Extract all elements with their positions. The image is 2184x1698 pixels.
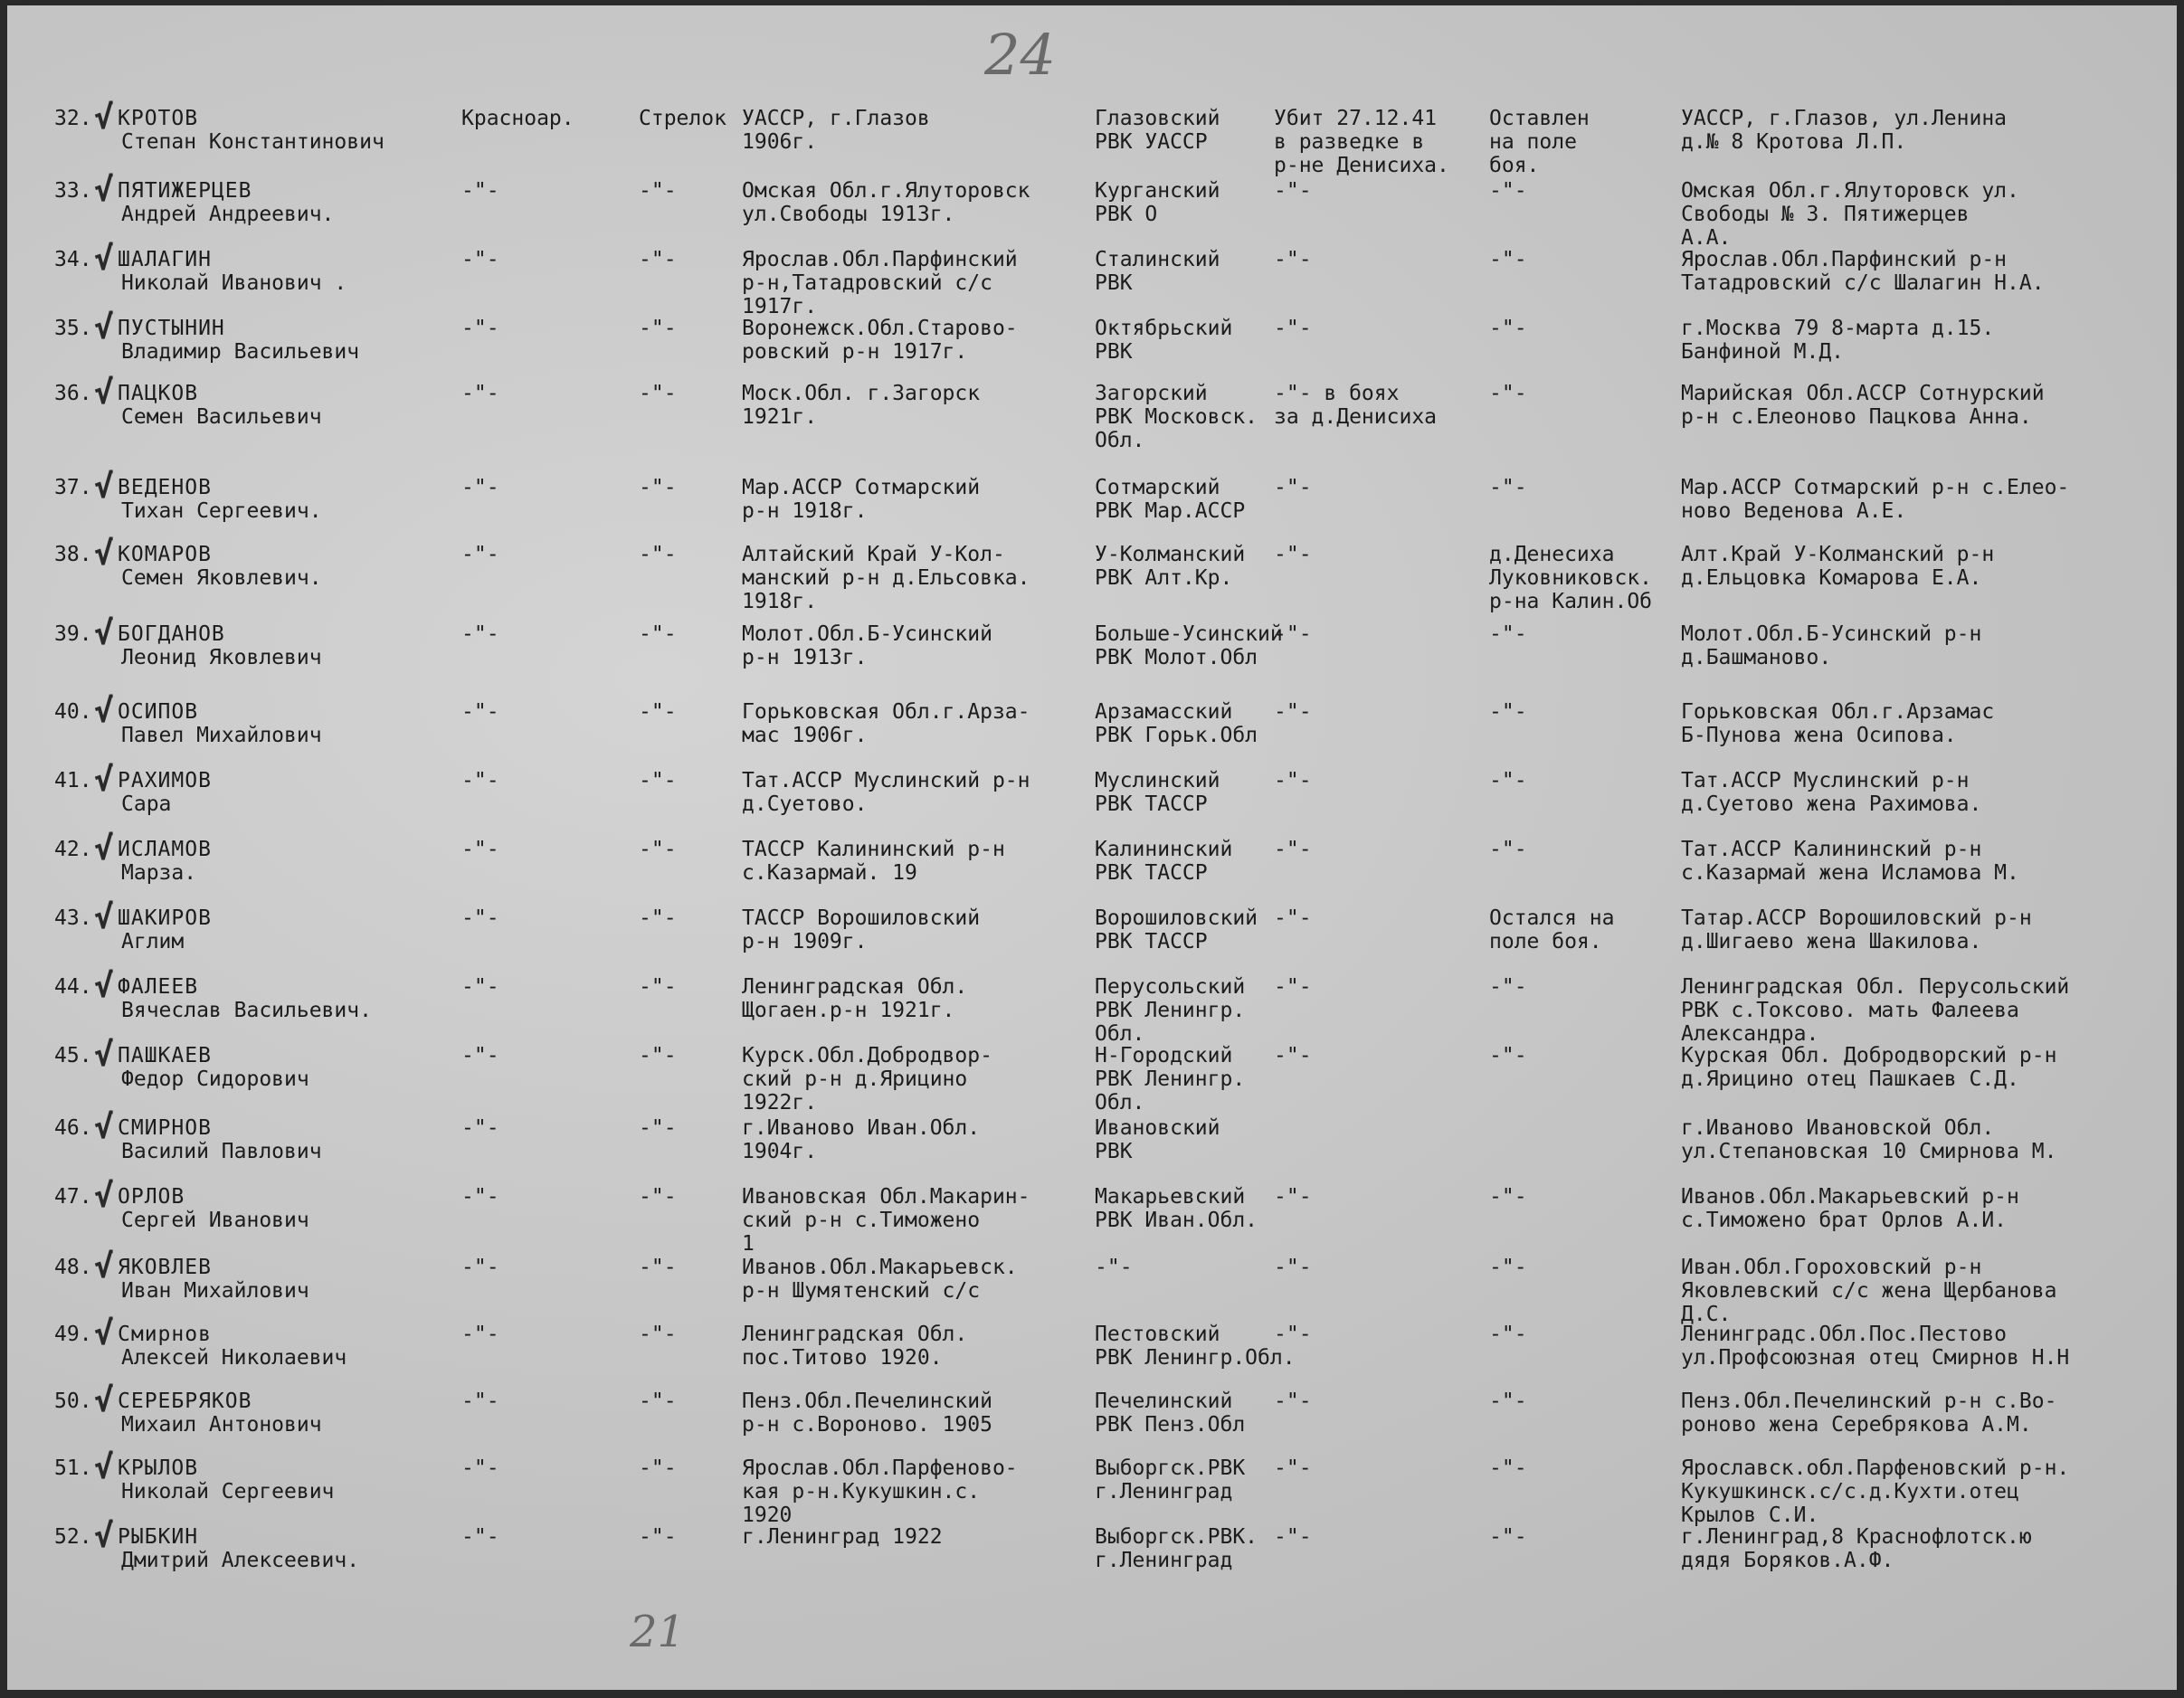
surname: ШАКИРОВ — [118, 906, 212, 930]
burial-remark: -"- — [1489, 1390, 1527, 1413]
birth-place: Омская Обл.г.Ялуторовск ул.Свободы 1913г. — [742, 179, 1030, 226]
rank: -"- — [461, 1116, 499, 1140]
check-mark-icon: √ — [94, 693, 114, 730]
surname: КРОТОВ — [118, 107, 199, 130]
given-name: Дмитрий Алексеевич. — [121, 1549, 360, 1572]
check-mark-icon: √ — [94, 830, 114, 868]
position: -"- — [639, 769, 677, 792]
record-number: 47. — [54, 1185, 92, 1209]
next-of-kin: г.Ленинград,8 Краснофлотск.ю дядя Боряков.А.Ф. — [1681, 1525, 2032, 1572]
rvk: Сталинский РВК — [1095, 248, 1220, 295]
burial-remark: -"- — [1489, 622, 1527, 646]
given-name: Андрей Андреевич. — [121, 203, 335, 226]
next-of-kin: Горьковская Обл.г.Арзамас Б-Пунова жена Осипова. — [1681, 700, 1995, 747]
record-number: 35. — [54, 317, 92, 340]
position: -"- — [639, 248, 677, 271]
position: -"- — [639, 1525, 677, 1549]
next-of-kin: Алт.Край У-Колманский р-н д.Ельцовка Комарова Е.А. — [1681, 543, 1995, 590]
record-number: 37. — [54, 476, 92, 499]
record-number: 34. — [54, 248, 92, 271]
position: -"- — [639, 975, 677, 999]
fate: -"- — [1274, 179, 1312, 203]
check-mark-icon: √ — [94, 536, 114, 573]
surname: Смирнов — [118, 1323, 212, 1346]
fate: -"- — [1274, 1185, 1312, 1209]
record-number: 41. — [54, 769, 92, 792]
check-mark-icon: √ — [94, 1037, 114, 1074]
rvk: Больше-Усинский РВК Молот.Обл — [1095, 622, 1283, 669]
given-name: Вячеслав Васильевич. — [121, 999, 372, 1022]
check-mark-icon: √ — [94, 241, 114, 278]
fate: -"- — [1274, 975, 1312, 999]
fate: -"- — [1274, 1256, 1312, 1279]
birth-place: г.Иваново Иван.Обл. 1904г. — [742, 1116, 981, 1163]
record-number: 49. — [54, 1323, 92, 1346]
birth-place: Мар.АССР Сотмарский р-н 1918г. — [742, 476, 981, 523]
fate: -"- — [1274, 838, 1312, 861]
fate: -"- — [1274, 906, 1312, 930]
birth-place: Ленинградская Обл. Щогаен.р-н 1921г. — [742, 975, 968, 1022]
position: -"- — [639, 317, 677, 340]
position: -"- — [639, 700, 677, 724]
next-of-kin: Ленинградская Обл. Перусольский РВК с.Токсово. мать Фалеева Александра. — [1681, 975, 2070, 1046]
burial-remark: -"- — [1489, 769, 1527, 792]
birth-place: Ярослав.Обл.Парфеново- кая р-н.Кукушкин.с. 1920 — [742, 1456, 1018, 1527]
check-mark-icon: √ — [94, 1449, 114, 1486]
given-name: Владимир Васильевич — [121, 340, 360, 364]
position: -"- — [639, 1323, 677, 1346]
check-mark-icon: √ — [94, 375, 114, 412]
record-number: 33. — [54, 179, 92, 203]
surname: СЕРЕБРЯКОВ — [118, 1390, 252, 1413]
given-name: Николай Иванович . — [121, 271, 347, 295]
surname: ПЯТИЖЕРЦЕВ — [118, 179, 252, 203]
position: Стрелок — [639, 107, 726, 130]
next-of-kin: Пенз.Обл.Печелинский р-н с.Во- роново жена Серебрякова А.М. — [1681, 1390, 2057, 1437]
fate: -"- — [1274, 1456, 1312, 1480]
position: -"- — [639, 838, 677, 861]
rank: -"- — [461, 248, 499, 271]
position: -"- — [639, 1116, 677, 1140]
rank: -"- — [461, 476, 499, 499]
check-mark-icon: √ — [94, 615, 114, 652]
surname: ПАЦКОВ — [118, 382, 199, 405]
birth-place: Моск.Обл. г.Загорск 1921г. — [742, 382, 981, 429]
record-number: 39. — [54, 622, 92, 646]
position: -"- — [639, 476, 677, 499]
record-number: 36. — [54, 382, 92, 405]
rank: Красноар. — [461, 107, 574, 130]
check-mark-icon: √ — [94, 1315, 114, 1352]
rank: -"- — [461, 1323, 499, 1346]
next-of-kin: УАССР, г.Глазов, ул.Ленина д.№ 8 Кротова Л.П. — [1681, 107, 2008, 154]
fate: -"- — [1274, 1525, 1312, 1549]
position: -"- — [639, 622, 677, 646]
footer-mark: 21 — [630, 1607, 686, 1657]
check-mark-icon: √ — [94, 1518, 114, 1555]
birth-place: Тат.АССР Муслинский р-н д.Суетово. — [742, 769, 1030, 816]
rvk: Н-Городский РВК Ленингр. Обл. — [1095, 1044, 1246, 1115]
surname: ПАШКАЕВ — [118, 1044, 212, 1067]
check-mark-icon: √ — [94, 100, 114, 137]
surname: ОРЛОВ — [118, 1185, 185, 1209]
record-number: 45. — [54, 1044, 92, 1067]
burial-remark: -"- — [1489, 838, 1527, 861]
rvk: Курганский РВК О — [1095, 179, 1220, 226]
fate: -"- — [1274, 543, 1312, 566]
burial-remark: -"- — [1489, 1525, 1527, 1549]
rank: -"- — [461, 769, 499, 792]
rank: -"- — [461, 700, 499, 724]
burial-remark: -"- — [1489, 317, 1527, 340]
given-name: Михаил Антонович — [121, 1413, 322, 1437]
check-mark-icon: √ — [94, 309, 114, 346]
next-of-kin: Мар.АССР Сотмарский р-н с.Елео- ново Веденова А.Е. — [1681, 476, 2070, 523]
fate: Убит 27.12.41 в разведке в р-не Денисиха. — [1274, 107, 1449, 177]
burial-remark: -"- — [1489, 476, 1527, 499]
position: -"- — [639, 543, 677, 566]
birth-place: Курск.Обл.Добродвор- ский р-н д.Ярицино 1922г. — [742, 1044, 992, 1115]
rvk: Глазовский РВК УАССР — [1095, 107, 1220, 154]
given-name: Николай Сергеевич — [121, 1480, 335, 1504]
given-name: Федор Сидорович — [121, 1067, 309, 1091]
surname: ШАЛАГИН — [118, 248, 212, 271]
birth-place: Молот.Обл.Б-Усинский р-н 1913г. — [742, 622, 992, 669]
fate: -"- — [1274, 1390, 1312, 1413]
rvk: Ивановский РВК — [1095, 1116, 1220, 1163]
given-name: Иван Михайлович — [121, 1279, 309, 1303]
fate: -"- — [1274, 700, 1312, 724]
rvk: Муслинский РВК ТАССР — [1095, 769, 1220, 816]
rank: -"- — [461, 1456, 499, 1480]
next-of-kin: Ленинградс.Обл.Пос.Пестово ул.Профсоюзная отец Смирнов Н.Н — [1681, 1323, 2070, 1370]
rvk: Перусольский РВК Ленингр. Обл. — [1095, 975, 1246, 1046]
next-of-kin: Молот.Обл.Б-Усинский р-н д.Башманово. — [1681, 622, 1982, 669]
rank: -"- — [461, 975, 499, 999]
surname: РАХИМОВ — [118, 769, 212, 792]
rvk: Калининский РВК ТАССР — [1095, 838, 1233, 885]
burial-remark: -"- — [1489, 1456, 1527, 1480]
given-name: Леонид Яковлевич — [121, 646, 322, 669]
check-mark-icon: √ — [94, 968, 114, 1005]
burial-remark: д.Денесиха Луковниковск. р-на Калин.Об — [1489, 543, 1653, 613]
position: -"- — [639, 382, 677, 405]
fate: -"- — [1274, 769, 1312, 792]
birth-place: Пенз.Обл.Печелинский р-н с.Вороново. 1905 — [742, 1390, 992, 1437]
surname: ПУСТЫНИН — [118, 317, 225, 340]
given-name: Алексей Николаевич — [121, 1346, 347, 1370]
rvk: У-Колманский РВК Алт.Кр. — [1095, 543, 1246, 590]
position: -"- — [639, 906, 677, 930]
record-number: 44. — [54, 975, 92, 999]
birth-place: Ярослав.Обл.Парфинский р-н,Татадровский с/с 1917г. — [742, 248, 1018, 318]
next-of-kin: Марийская Обл.АССР Сотнурский р-н с.Елеоново Пацкова Анна. — [1681, 382, 2045, 429]
next-of-kin: г.Иваново Ивановской Обл. ул.Степановская 10 Смирнова М. — [1681, 1116, 2057, 1163]
fate: -"- — [1274, 1323, 1312, 1346]
check-mark-icon: √ — [94, 1178, 114, 1215]
birth-place: ТАССР Ворошиловский р-н 1909г. — [742, 906, 981, 953]
check-mark-icon: √ — [94, 899, 114, 936]
rvk: Макарьевский РВК Иван.Обл. — [1095, 1185, 1258, 1232]
fate: -"- в боях за д.Денисиха — [1274, 382, 1438, 429]
record-number: 42. — [54, 838, 92, 861]
surname: ВЕДЕНОВ — [118, 476, 212, 499]
given-name: Семен Васильевич — [121, 405, 322, 429]
surname: ФАЛЕЕВ — [118, 975, 199, 999]
rank: -"- — [461, 1256, 499, 1279]
rvk: Печелинский РВК Пенз.Обл — [1095, 1390, 1246, 1437]
surname: ИСЛАМОВ — [118, 838, 212, 861]
check-mark-icon: √ — [94, 1109, 114, 1146]
next-of-kin: Курская Обл. Добродворский р-н д.Ярицино отец Пашкаев С.Д. — [1681, 1044, 2057, 1091]
rank: -"- — [461, 838, 499, 861]
rvk: -"- — [1095, 1256, 1133, 1279]
document-sheet — [7, 5, 2177, 1690]
fate: -"- — [1274, 622, 1312, 646]
page-number: 24 — [984, 22, 1056, 88]
rank: -"- — [461, 1044, 499, 1067]
rvk: Октябрьский РВК — [1095, 317, 1233, 364]
rank: -"- — [461, 543, 499, 566]
next-of-kin: г.Москва 79 8-марта д.15. Банфиной М.Д. — [1681, 317, 1995, 364]
rvk: Арзамасский РВК Горьк.Обл — [1095, 700, 1258, 747]
surname: БОГДАНОВ — [118, 622, 225, 646]
burial-remark: -"- — [1489, 248, 1527, 271]
check-mark-icon: √ — [94, 762, 114, 799]
burial-remark: Остался на поле боя. — [1489, 906, 1615, 953]
birth-place: г.Ленинград 1922 — [742, 1525, 943, 1549]
position: -"- — [639, 1185, 677, 1209]
surname: КОМАРОВ — [118, 543, 212, 566]
record-number: 48. — [54, 1256, 92, 1279]
burial-remark: -"- — [1489, 1044, 1527, 1067]
check-mark-icon: √ — [94, 1382, 114, 1419]
birth-place: Алтайский Край У-Кол- манский р-н д.Ельсовка. 1918г. — [742, 543, 1030, 613]
next-of-kin: Татар.АССР Ворошиловский р-н д.Шигаево жена Шакилова. — [1681, 906, 2032, 953]
position: -"- — [639, 1044, 677, 1067]
record-number: 50. — [54, 1390, 92, 1413]
rank: -"- — [461, 1185, 499, 1209]
burial-remark: -"- — [1489, 179, 1527, 203]
rvk: Ворошиловский РВК ТАССР — [1095, 906, 1258, 953]
rank: -"- — [461, 382, 499, 405]
rvk: Выборгск.РВК. г.Ленинград — [1095, 1525, 1258, 1572]
given-name: Павел Михайлович — [121, 724, 322, 747]
birth-place: Воронежск.Обл.Старово- ровский р-н 1917г. — [742, 317, 1018, 364]
next-of-kin: Омская Обл.г.Ялуторовск ул. Свободы № 3. Пятижерцев А.А. — [1681, 179, 2019, 250]
record-number: 38. — [54, 543, 92, 566]
next-of-kin: Ярославск.обл.Парфеновский р-н. Кукушкинск.с/с.д.Кухти.отец Крылов С.И. — [1681, 1456, 2070, 1527]
given-name: Степан Константинович — [121, 130, 385, 154]
burial-remark: -"- — [1489, 1256, 1527, 1279]
position: -"- — [639, 179, 677, 203]
rvk: Сотмарский РВК Мар.АССР — [1095, 476, 1246, 523]
surname: ОСИПОВ — [118, 700, 199, 724]
birth-place: Ивановская Обл.Макарин- ский р-н с.Тиможенo 1 — [742, 1185, 1030, 1256]
rvk: Выборгск.РВК г.Ленинград — [1095, 1456, 1246, 1504]
given-name: Сергей Иванович — [121, 1209, 309, 1232]
given-name: Сара — [121, 792, 172, 816]
record-number: 51. — [54, 1456, 92, 1480]
burial-remark: -"- — [1489, 1323, 1527, 1346]
fate: -"- — [1274, 1044, 1312, 1067]
position: -"- — [639, 1390, 677, 1413]
surname: СМИРНОВ — [118, 1116, 212, 1140]
position: -"- — [639, 1456, 677, 1480]
record-number: 40. — [54, 700, 92, 724]
rank: -"- — [461, 622, 499, 646]
burial-remark: -"- — [1489, 975, 1527, 999]
check-mark-icon: √ — [94, 469, 114, 506]
rvk: Загорский РВК Московск. Обл. — [1095, 382, 1258, 452]
fate: -"- — [1274, 317, 1312, 340]
position: -"- — [639, 1256, 677, 1279]
record-number: 46. — [54, 1116, 92, 1140]
check-mark-icon: √ — [94, 172, 114, 209]
record-number: 32. — [54, 107, 92, 130]
record-number: 52. — [54, 1525, 92, 1549]
next-of-kin: Тат.АССР Калининский р-н с.Казармай жена Исламова М. — [1681, 838, 2019, 885]
rank: -"- — [461, 1525, 499, 1549]
rank: -"- — [461, 1390, 499, 1413]
rank: -"- — [461, 317, 499, 340]
given-name: Марза. — [121, 861, 197, 885]
birth-place: Иванов.Обл.Макарьевск. р-н Шумятенский с/с — [742, 1256, 1018, 1303]
next-of-kin: Тат.АССР Муслинский р-н д.Суетово жена Рахимова. — [1681, 769, 1982, 816]
burial-remark: -"- — [1489, 382, 1527, 405]
surname: ЯКОВЛЕВ — [118, 1256, 212, 1279]
next-of-kin: Иванов.Обл.Макарьевский р-н с.Тиможенo брат Орлов А.И. — [1681, 1185, 2019, 1232]
next-of-kin: Ярослав.Обл.Парфинский р-н Татадровский с/с Шалагин Н.А. — [1681, 248, 2045, 295]
birth-place: ТАССР Калининский р-н с.Казармай. 19 — [742, 838, 1005, 885]
burial-remark: -"- — [1489, 1185, 1527, 1209]
next-of-kin: Иван.Обл.Гороховский р-н Яковлевский с/с жена Щербанова Д.С. — [1681, 1256, 2057, 1326]
fate: -"- — [1274, 248, 1312, 271]
surname: РЫБКИН — [118, 1525, 199, 1549]
surname: КРЫЛОВ — [118, 1456, 199, 1480]
rvk: Пестовский РВК Ленингр.Обл. — [1095, 1323, 1296, 1370]
given-name: Семен Яковлевич. — [121, 566, 322, 590]
birth-place: Горьковская Обл.г.Арза- мас 1906г. — [742, 700, 1030, 747]
record-number: 43. — [54, 906, 92, 930]
given-name: Василий Павлович — [121, 1140, 322, 1163]
burial-remark: -"- — [1489, 700, 1527, 724]
fate: -"- — [1274, 476, 1312, 499]
given-name: Тихан Сергеевич. — [121, 499, 322, 523]
given-name: Аглим — [121, 930, 185, 953]
rank: -"- — [461, 906, 499, 930]
rank: -"- — [461, 179, 499, 203]
burial-remark: Оставлен на поле боя. — [1489, 107, 1590, 177]
check-mark-icon: √ — [94, 1248, 114, 1285]
birth-place: Ленинградская Обл. пос.Титово 1920. — [742, 1323, 968, 1370]
birth-place: УАССР, г.Глазов 1906г. — [742, 107, 930, 154]
